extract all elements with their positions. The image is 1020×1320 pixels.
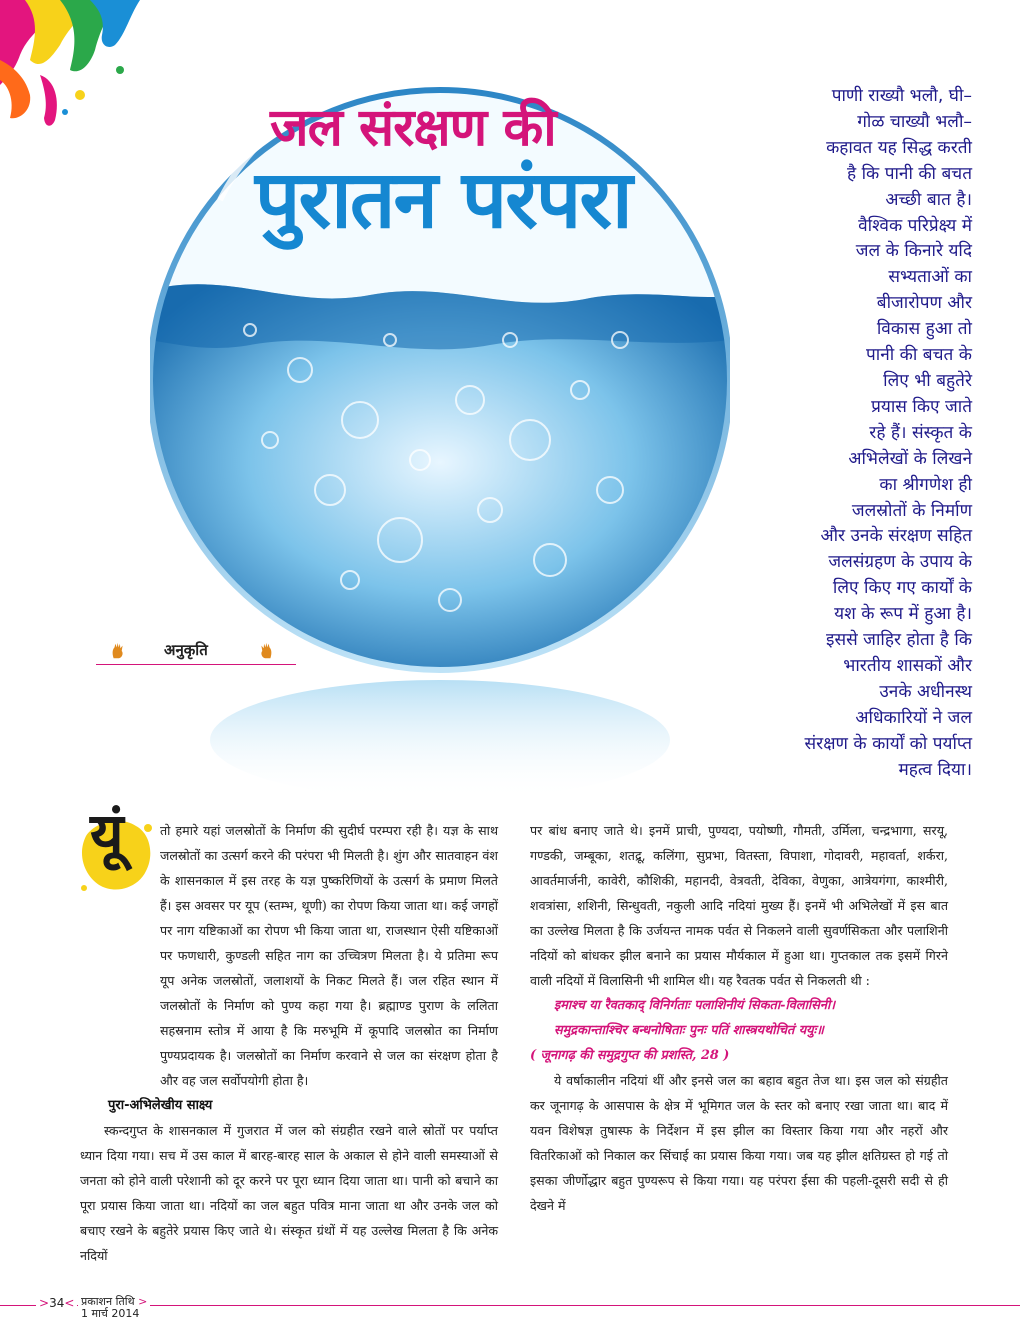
article-paragraph: पर बांध बनाए जाते थे। इनमें प्राची, पुण्यदा, पयोष्णी, गौमती, उर्मिला, चन्द्रभागा, सरयू, गण्डकी, जम्बूका, शतद्रू, कलिंगा, सुप्रभा, वितस्ता, विपाशा, गोदावरी, महावर्ता, शर्करा, आवर्तमार्जनी, कावेरी, कौशिकी, महानदी, वेत्रवती, देविका, वेणुका, आत्रेयगंगा, काश्मीरी, शवत्रांसा, शशिनी, सिन्धुवती, नकुली आदि नदियां मुख्य हैं। इनमें भी अभिलेखों में इस बात का उल्लेख मिलता है कि उर्जयन्त नामक पर्वत से निकलने वाली सुवर्णसिकता और पलाशिनी नदियों को बांधकर झील बनाने का प्रयास मौर्यकाल में हुआ था। गुप्तकाल तक इसमें गिरने वाली नदियों में विलासिनी भी शामिल थी। यह रैवतक पर्वत से निकलती थी :	[530, 823, 948, 988]
intro-line: संरक्षण के कार्यों को पर्याप्त	[804, 733, 972, 754]
publication-info: प्रकाशन तिथि > 1 मार्च 2014	[78, 1296, 150, 1320]
intro-line: लिए किए गए कार्यों के	[832, 578, 972, 599]
article-column-2	[530, 818, 948, 1218]
section-tag	[96, 638, 296, 665]
intro-line: महत्व दिया।	[898, 759, 972, 780]
intro-line: है कि पानी की बचत	[846, 163, 972, 184]
intro-line: अच्छी बात है।	[885, 189, 972, 210]
verse-line: इमाश्च या रैवतकाद् विनिर्गताः पलाशिनीयं सिकता-विलासिनी।	[554, 998, 836, 1013]
intro-line: और उनके संरक्षण सहित	[820, 526, 972, 547]
hand-print-icon	[110, 642, 128, 660]
intro-line: जलसंग्रहण के उपाय के	[828, 552, 972, 573]
intro-line: भारतीय शासकों और	[843, 655, 972, 676]
hand-print-icon	[256, 642, 274, 660]
title-line-2: पुरातन परंपरा	[255, 153, 631, 246]
paint-splash-illustration	[0, 0, 140, 130]
intro-line: लिए भी बहुतेरे	[883, 370, 972, 391]
page-number-box: >34<	[36, 1296, 77, 1310]
publication-label: प्रकाशन तिथि	[81, 1295, 135, 1308]
intro-text	[720, 84, 972, 783]
intro-line: गोळ चाख्यौ भलौ–	[857, 111, 972, 132]
intro-line: रहे हैं। संस्कृत के	[869, 422, 972, 443]
intro-line: अधिकारियों ने जल	[855, 707, 972, 728]
intro-line: विकास हुआ तो	[876, 319, 972, 340]
intro-line: अभिलेखों के लिखने	[848, 448, 972, 469]
intro-line: प्रयास किए जाते	[871, 396, 972, 417]
dropcap	[76, 800, 156, 896]
intro-line: वैश्विक परिप्रेक्ष्य में	[858, 215, 972, 236]
article-column-1	[80, 800, 498, 1268]
publication-date: 1 मार्च 2014	[81, 1307, 140, 1320]
footer-rule	[0, 1305, 1020, 1306]
intro-line: सभ्यताओं का	[888, 267, 972, 288]
intro-line: इससे जाहिर होता है कि	[826, 630, 972, 651]
article-paragraph: ये वर्षाकालीन नदियां थीं और इनसे जल का बहाव बहुत तेज था। इस जल को संग्रहीत कर जूनागढ़ के आसपास के क्षेत्र में भूमिगत जल के स्तर को बनाए रखा जाता था। बाद में यवन विशेषज्ञ तुषास्फ के निर्देशन में इस झील का विस्तार किया गया और नहरों और वितरिकाओं को निकाल कर सिंचाई का प्रयास किया गया। जब यह झील क्षतिग्रस्त हो गई तो इसका जीर्णोद्धार बहुत पुण्यरूप से किया गया। यह परंपरा ईसा की पहली-दूसरी सदी से ही देखने में	[530, 1073, 948, 1213]
page-footer	[0, 1296, 1020, 1320]
intro-line: यश के रूप में हुआ है।	[834, 604, 972, 625]
section-tag-label: अनुकृति	[164, 641, 208, 659]
section-subheading: पुरा-अभिलेखीय साक्ष्य	[108, 1098, 213, 1113]
title-line-1: जल संरक्षण की	[270, 98, 556, 158]
intro-line: उनके अधीनस्थ	[879, 681, 972, 702]
dropcap-letter: यूं	[90, 800, 124, 868]
page-number: 34	[49, 1296, 65, 1310]
intro-line: कहावत यह सिद्ध करती	[826, 137, 972, 158]
intro-line: जलस्रोतों के निर्माण	[851, 500, 972, 521]
article-paragraph: तो हमारे यहां जलस्रोतों के निर्माण की सुदीर्घ परम्परा रही है। यज्ञ के साथ जलस्रोतों का उत्सर्ग करने की परंपरा भी मिलती है। शुंग और सातवाहन वंश के शासनकाल में इस तरह के यज्ञ पुष्करिणियों के उत्सर्ग के प्रमाण मिलते हैं। इस अवसर पर यूप (स्तम्भ, थूणी) का रोपण किया जाता था। कई जगहों पर नाग यष्टिकाओं का रोपण भी किया जाता था, राजस्थान ऐसी यष्टिकाओं पर फणधारी, कुण्डली सहित नाग का उच्चित्रण मिलता है। ये प्रतिमा रूप यूप अनेक जलस्रोतों, जलाशयों के निकट मिलते हैं। जल रहित स्थान में जलस्रोतों के निर्माण को पुण्य कहा गया है। ब्रह्माण्ड पुराण के ललिता सहस्रनाम स्तोत्र में आया है कि मरुभूमि में कूपादि जलस्रोत का निर्माण पुण्यप्रदायक है। जलस्रोतों का निर्माण करवाने से जल का संरक्षण होता है और वह जल सर्वोपयोगी होता है।	[160, 823, 498, 1088]
intro-line: बीजारोपण और	[876, 293, 972, 314]
intro-line: पानी की बचत के	[866, 345, 972, 366]
verse-source: ( जूनागढ़ की समुद्रगुप्त की प्रशस्ति, 28 )	[530, 1048, 730, 1063]
verse-line: समुद्रकान्ताश्चिर बन्धनोषिताः पुनः पतिं शास्त्रयथोचितं ययुः॥	[554, 1023, 824, 1038]
intro-line: जल के किनारे यदि	[855, 241, 972, 262]
intro-line: का श्रीगणेश ही	[879, 474, 972, 495]
intro-line: पाणी राख्यौ भलौ, घी–	[831, 86, 972, 106]
article-paragraph: स्कन्दगुप्त के शासनकाल में गुजरात में जल को संग्रहीत रखने वाले स्रोतों पर पर्याप्त ध्यान दिया गया। सच में उस काल में बारह-बारह साल के अकाल से होने वाली समस्याओं से जनता को होने वाली परेशानी को दूर करने पर पूरा ध्यान दिया जाता था। पानी को बचाने का पूरा प्रयास किया जाता था। नदियों का जल बहुत पवित्र माना जाता था और उनके जल को बचाए रखने के बहुतेरे प्रयास किए जाते थे। संस्कृत ग्रंथों में यह उल्लेख मिलता है कि अनेक नदियों	[80, 1123, 498, 1263]
